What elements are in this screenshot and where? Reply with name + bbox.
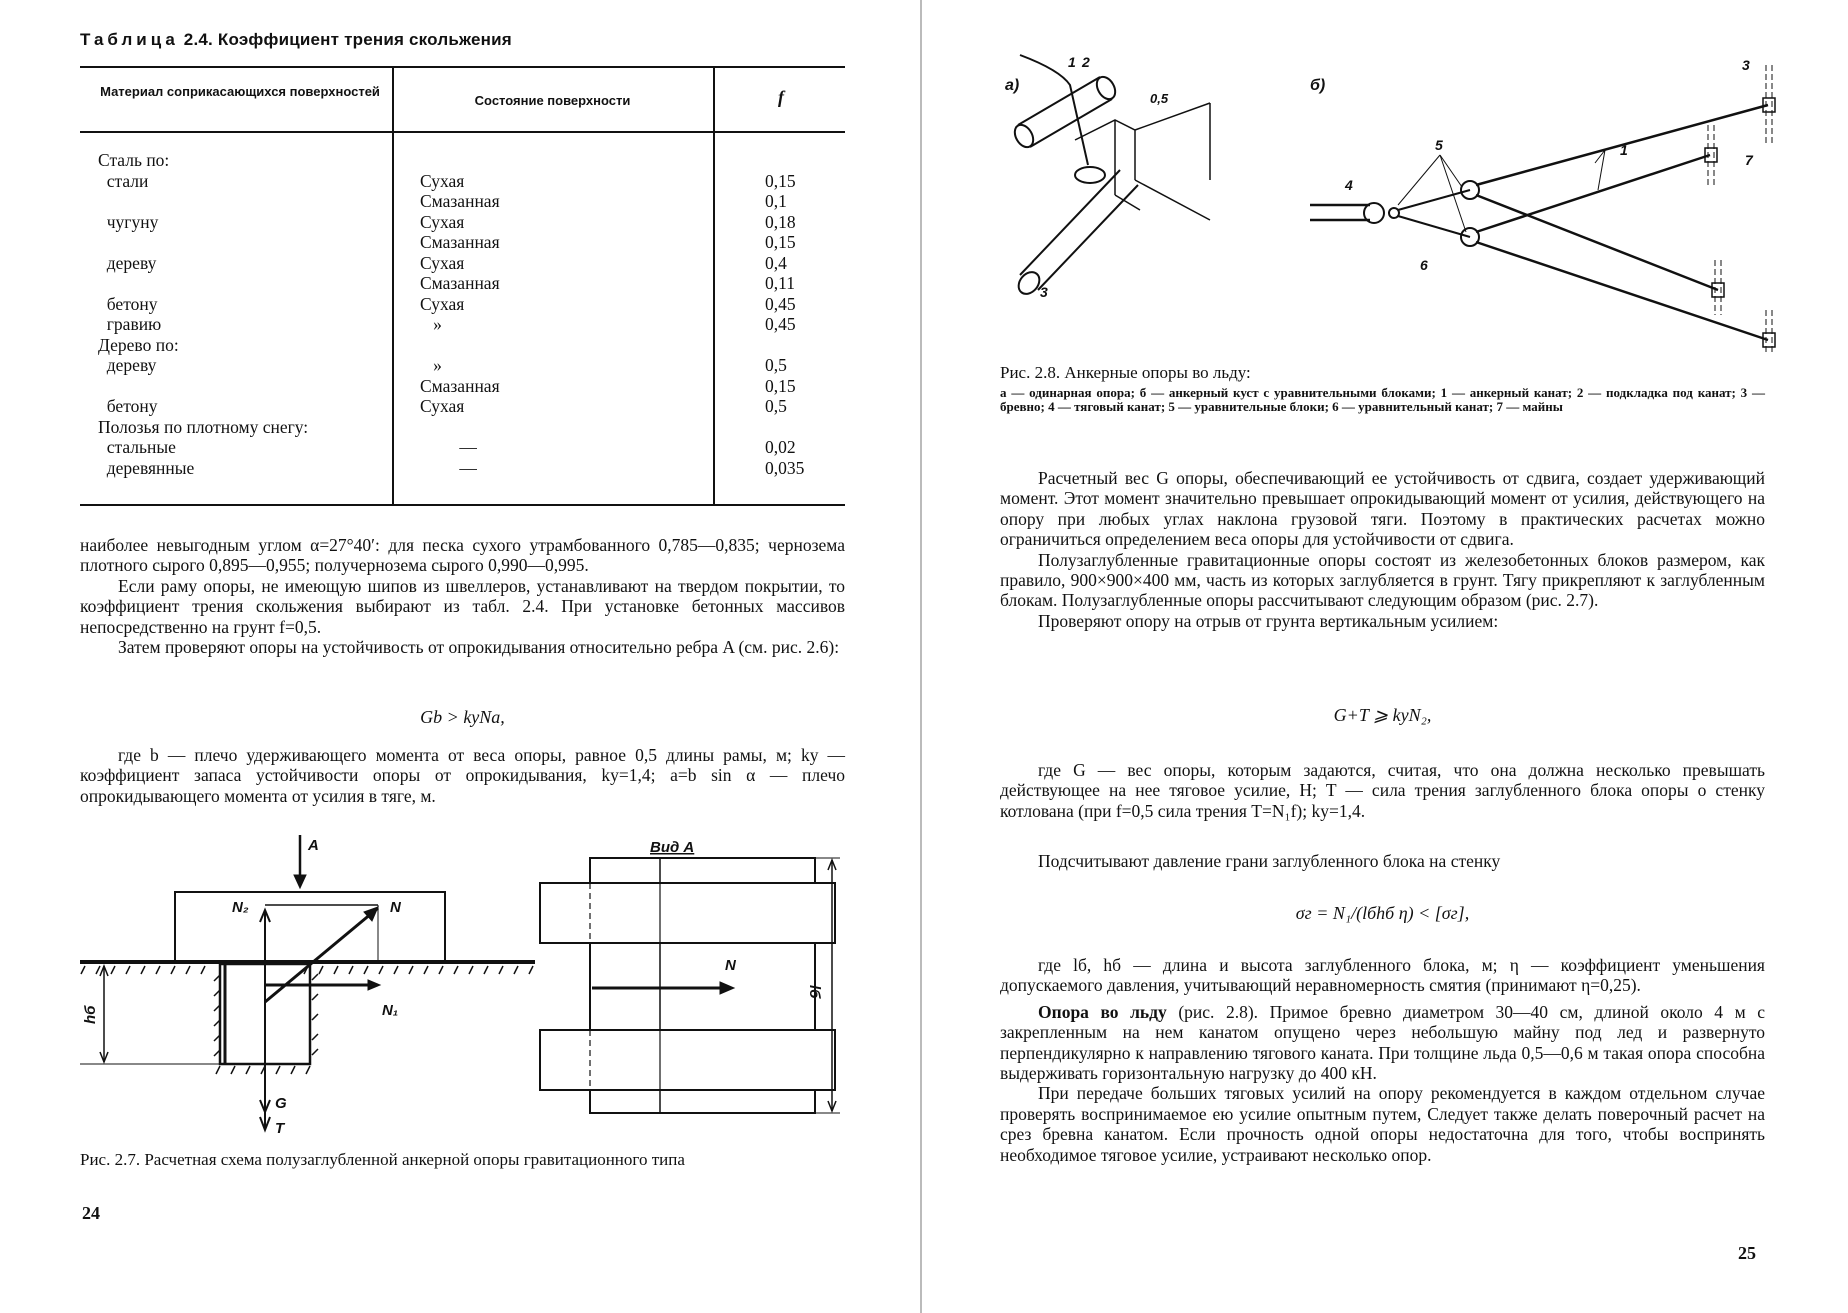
table-cell-f: 0,035 xyxy=(765,457,805,478)
table-cell-f: 0,02 xyxy=(765,437,796,457)
table-cell-state: Смазанная xyxy=(420,375,500,396)
paragraph-ice-support xyxy=(1000,1002,1765,1084)
table-cell-state: Смазанная xyxy=(420,232,500,252)
arrow-A-head xyxy=(294,875,306,888)
label-lb: lб xyxy=(806,985,823,999)
traction-rope xyxy=(1310,205,1370,220)
label-6: 6 xyxy=(1420,257,1428,273)
table-cell-state: — xyxy=(420,457,477,478)
view-A-top-block xyxy=(540,883,835,943)
log-bottom xyxy=(1014,170,1138,298)
label-A: A xyxy=(308,837,319,854)
table-cell-material: дереву xyxy=(98,355,157,375)
paragraph: наиболее невыгодным углом α=27°40′: для песка сухого утрамбованного 0,785—0,835; чернозема плотного сырого 0,895—0,955; получернозема сырого 0,990—0,995. xyxy=(80,535,845,576)
table-cell-material: стали xyxy=(98,170,149,191)
ice-holes xyxy=(1705,65,1775,355)
table-cell-material: деревянные xyxy=(98,457,195,478)
table-cell-material: бетону xyxy=(98,396,158,416)
table-cell-f: 0,15 xyxy=(765,232,796,252)
table-cell-state: » xyxy=(420,314,442,334)
section-heading: Опора во льду xyxy=(1038,1001,1167,1022)
table-cell-state: Смазанная xyxy=(420,273,500,293)
figure-2-8-legend: а — одинарная опора; б — анкерный куст с уравнительными блоками; 1 — анкерный канат; 2 — подкладка под канат; 3 — бревно; 4 — тяговый канат; 5 — уравнительные блоки; 6 — уравнительный канат; 7 — майны xyxy=(1000,385,1765,414)
label-1: 1 xyxy=(1068,54,1076,70)
book-gutter xyxy=(920,0,922,1313)
formula-uplift: G+T ⩾ kуN₂, xyxy=(1333,705,1432,725)
label-7: 7 xyxy=(1745,152,1753,168)
table-cell-state: » xyxy=(420,355,442,375)
table-cell-material: бетону xyxy=(98,293,158,314)
label-a: а) xyxy=(1005,77,1020,94)
table-col-divider xyxy=(713,66,715,506)
paragraph: Подсчитывают давление грани заглубленного блока на стенку xyxy=(1038,851,1501,871)
table-caption-prefix: Таблица xyxy=(80,30,179,49)
table-cell-state: Сухая xyxy=(420,293,465,314)
label-2: 2 xyxy=(1082,54,1090,70)
label-3: 3 xyxy=(1040,284,1048,300)
table-cell-f: 0,11 xyxy=(765,273,795,293)
label-N: N xyxy=(390,899,401,916)
main-block xyxy=(1364,203,1384,223)
left-text-block-1 xyxy=(80,535,845,657)
formula-overturning: Gb > kуNa, xyxy=(420,707,505,727)
label-view-A: Вид А xyxy=(650,839,695,856)
paragraph: Если раму опоры, не имеющую шипов из швеллеров, устанавливают на твердом покрытии, то коэффициент трения скольжения выбирают из табл. 2.4. При установке бетонных массивов непосредственно на грунт f=0,5. xyxy=(80,575,845,637)
table-caption xyxy=(80,30,512,50)
table-header-rule xyxy=(80,131,845,133)
right-text-block-3 xyxy=(1000,851,1765,871)
log-top xyxy=(1011,74,1119,151)
paragraph: Расчетный вес G опоры, обеспечивающий ее устойчивость от сдвига, создает удерживающий момент. Этот момент значительно превышает опрокидывающий момент от усилия, действующего на опору при любых углах наклона грузовой тяги. Поэтому в практических расчетах можно ограничиться определением веса опоры для устойчивости от сдвига. xyxy=(1000,468,1765,550)
right-text-block-1 xyxy=(1000,468,1765,631)
table-cell-f: 0,15 xyxy=(765,375,796,396)
paragraph: Проверяют опору на отрыв от грунта вертикальным усилием: xyxy=(1038,610,1499,631)
table-caption-number: 2.4. xyxy=(183,30,213,49)
table-cell-material: Полозья по плотному снегу: xyxy=(98,416,309,437)
ground-hatching xyxy=(81,966,533,1074)
table-cell-f: 0,45 xyxy=(765,293,796,314)
table-cell-state: Сухая xyxy=(420,211,465,232)
table-bottom-rule xyxy=(80,504,845,506)
paragraph: где lб, hб — длина и высота заглубленного блока, м; η — коэффициент уменьшения допускаемого давления, учитывающий неравномерность смятия (принимают η=0,25). xyxy=(1000,955,1765,996)
table-caption-title: Коэффициент трения скольжения xyxy=(217,30,512,49)
label-b: б) xyxy=(1310,77,1326,94)
figure-2-7-caption: Рис. 2.7. Расчетная схема полузаглубленной анкерной опоры гравитационного типа xyxy=(80,1150,685,1169)
formula-pressure: σг = N₁/(lбhб η) < [σг], xyxy=(1295,903,1470,923)
label-N-right: N xyxy=(725,957,736,974)
ice-hole xyxy=(1075,103,1210,195)
paragraph: где G — вес опоры, которым задаются, считая, что она должна несколько превышать действующее на нее тяговое усилие, Н; T — сила трения заглубленного блока опоры о стенку котлована (при f=0,5 сила трения T=N₁f); kу=1,4. xyxy=(1000,760,1765,821)
table-cell-f: 0,45 xyxy=(765,314,796,334)
label-dim: 0,5 xyxy=(1150,91,1169,106)
label-3b: 3 xyxy=(1742,57,1750,73)
table-cell-state: Смазанная xyxy=(420,191,500,211)
table-top-rule xyxy=(80,66,845,68)
table-cell-state: Сухая xyxy=(420,396,465,416)
label-G: G xyxy=(275,1095,287,1112)
table-header-state: Состояние поверхности xyxy=(474,93,631,108)
page-number-left: 24 xyxy=(82,1203,100,1223)
label-5: 5 xyxy=(1435,137,1443,153)
paragraph: Полузаглубленные гравитационные опоры состоят из железобетонных блоков размером, как правило, 900×900×400 мм, часть из которых заглубляется в грунт. Тягу прикрепляют к заглубленным блокам. Полузаглубленные опоры рассчитывают следующим образом (рис. 2.7). xyxy=(1000,549,1765,611)
label-1b: 1 xyxy=(1620,142,1628,158)
table-cell-state: — xyxy=(420,437,477,457)
table-cell-f: 0,15 xyxy=(765,170,796,191)
right-text-block-4 xyxy=(1000,955,1765,1165)
label-4: 4 xyxy=(1345,177,1353,193)
paragraph: Затем проверяют опоры на устойчивость от опрокидывания относительно ребра A (см. рис. 2.6): xyxy=(118,637,840,658)
table-cell-f: 0,18 xyxy=(765,211,796,232)
paragraph: При передаче больших тяговых усилий на опору рекомендуется в каждом отдельном случае проверять воспринимаемое ею усилие опытным путем, Следует также делать поверочный расчет на срез бревна канатом. Если прочность одной опоры недостаточна для того, чтобы воспринять необходимое тяговое усилие, устраивают несколько опор. xyxy=(1000,1083,1765,1165)
table-header-f: f xyxy=(778,87,784,107)
rope-loop xyxy=(1075,167,1105,183)
label-hb: hб xyxy=(82,1005,99,1024)
table-col-divider xyxy=(392,66,394,506)
table-header-material: Материал соприкасающихся поверхностей xyxy=(100,84,380,99)
paragraph: где b — плечо удерживающего момента от веса опоры, равное 0,5 длины рамы, м; kу — коэффициент запаса устойчивости опоры от опрокидывания, kу=1,4; a=b sin α — плечо опрокидывающего момента от усилия в тяге, м. xyxy=(80,745,845,806)
table-cell-material: дереву xyxy=(98,252,157,273)
block-above-ground xyxy=(175,892,445,962)
label-N1: N₁ xyxy=(382,1002,399,1019)
figure-2-8-caption-title: Рис. 2.8. Анкерные опоры во льду: xyxy=(1000,363,1251,382)
paragraph-text: (рис. 2.8). Примое бревно диаметром 30—40 см, длиной около 4 м с закрепленным на нем канатом опущено через небольшую майну под лед и развернуто перпендикулярно к направлению тягового каната. При толщине льда 0,5—0,6 м такая опора способна выдерживать горизонтальную нагрузку до 400 кН. xyxy=(1000,1001,1765,1084)
anchor-ropes xyxy=(1476,105,1768,340)
arrow-N xyxy=(265,908,378,1002)
table-cell-f: 0,5 xyxy=(765,396,787,416)
view-A-bottom-block xyxy=(540,1030,835,1090)
table-cell-f: 0,5 xyxy=(765,355,787,375)
table-cell-f: 0,4 xyxy=(765,252,787,273)
table-cell-material: Сталь по: xyxy=(98,150,170,170)
figure-2-8 xyxy=(1000,45,1790,355)
anchor-rope xyxy=(1020,55,1088,165)
equalizing-rope xyxy=(1398,190,1470,237)
page-number-right: 25 xyxy=(1738,1243,1756,1263)
right-text-block-2 xyxy=(1000,760,1765,821)
table-cell-material: стальные xyxy=(98,437,176,457)
table-cell-f: 0,1 xyxy=(765,191,787,211)
label-T: T xyxy=(275,1120,285,1137)
left-text-block-2 xyxy=(80,745,845,806)
table-cell-material: Дерево по: xyxy=(98,334,179,355)
table-cell-state: Сухая xyxy=(420,252,465,273)
table-cell-state: Сухая xyxy=(420,170,465,191)
table-cell-material: гравию xyxy=(98,314,162,334)
figure-2-7 xyxy=(80,830,860,1140)
label-N2: N₂ xyxy=(232,899,249,916)
table-cell-material: чугуну xyxy=(98,211,159,232)
